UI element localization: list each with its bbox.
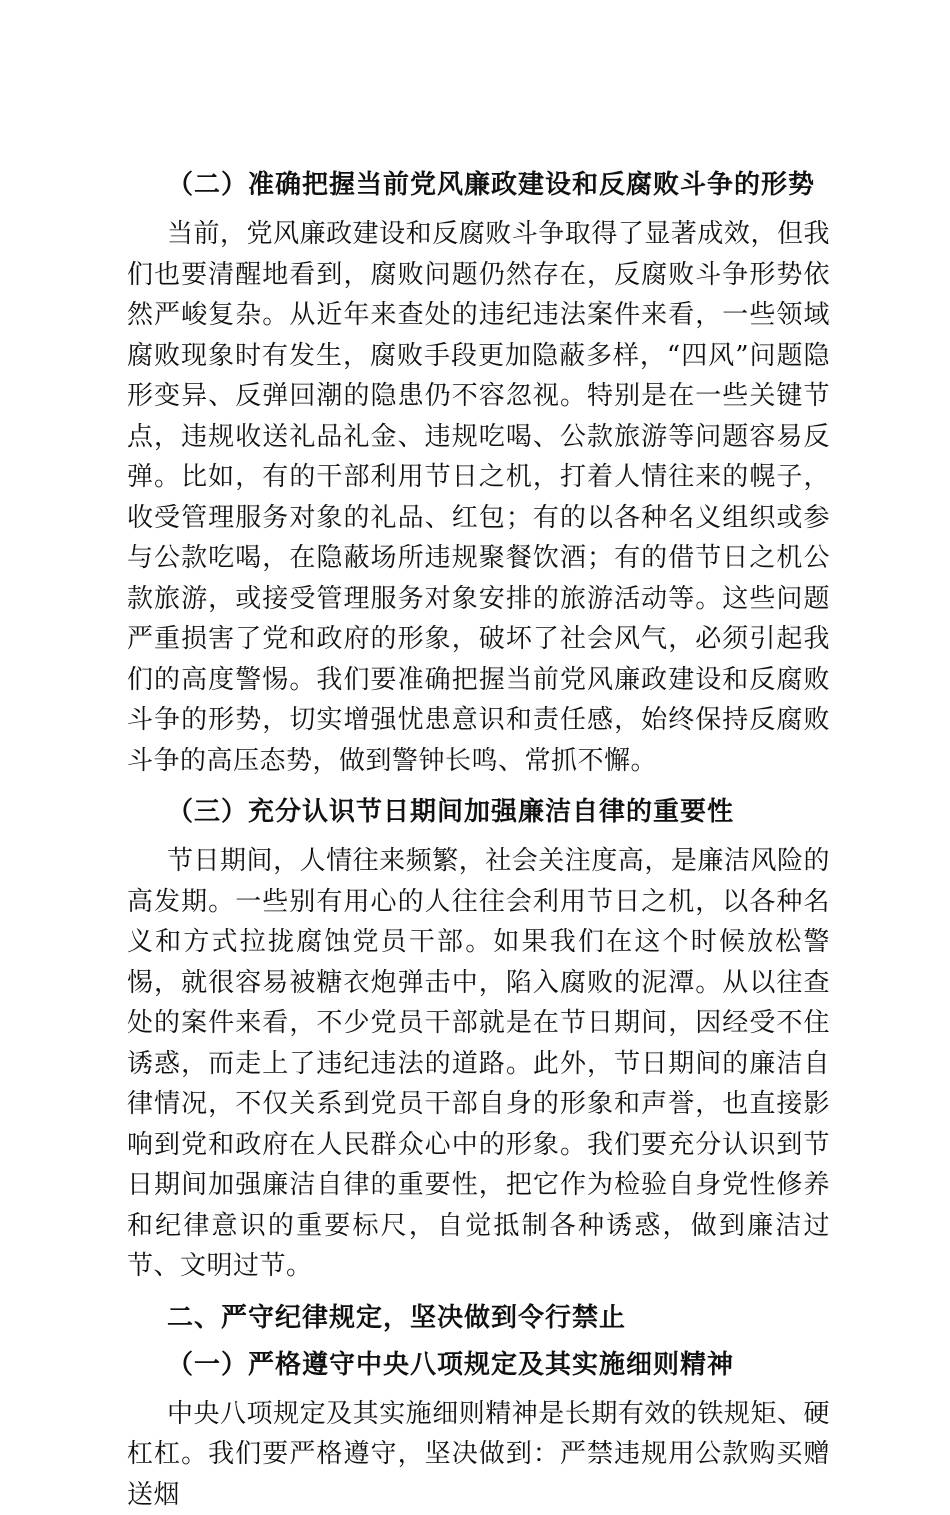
document-body [127,163,830,1515]
chapter-heading-2: 二、严守纪律规定，坚决做到令行禁止 [127,1296,830,1340]
section-paragraph-2-1: 中央八项规定及其实施细则精神是长期有效的铁规矩、硬杠杠。我们要严格遵守，坚决做到：严禁违规用公款购买赠送烟 [127,1394,830,1515]
section-heading-2-1: （一）严格遵守中央八项规定及其实施细则精神 [127,1343,830,1387]
section-paragraph-2-2: 当前，党风廉政建设和反腐败斗争取得了显著成效，但我们也要清醒地看到，腐败问题仍然存在，反腐败斗争形势依然严峻复杂。从近年来查处的违纪违法案件来看，一些领域腐败现象时有发生，腐败手段更加隐蔽多样，“四风”问题隐形变异、反弹回潮的隐患仍不容忽视。特别是在一些关键节点，违规收送礼品礼金、违规吃喝、公款旅游等问题容易反弹。比如，有的干部利用节日之机，打着人情往来的幌子，收受管理服务对象的礼品、红包；有的以各种名义组织或参与公款吃喝，在隐蔽场所违规聚餐饮酒；有的借节日之机公款旅游，或接受管理服务对象安排的旅游活动等。这些问题严重损害了党和政府的形象，破坏了社会风气，必须引起我们的高度警惕。我们要准确把握当前党风廉政建设和反腐败斗争的形势，切实增强忧患意识和责任感，始终保持反腐败斗争的高压态势，做到警钟长鸣、常抓不懈。 [127,214,830,781]
section-heading-2-2: （二）准确把握当前党风廉政建设和反腐败斗争的形势 [127,163,830,207]
section-paragraph-2-3: 节日期间，人情往来频繁，社会关注度高，是廉洁风险的高发期。一些别有用心的人往往会利用节日之机，以各种名义和方式拉拢腐蚀党员干部。如果我们在这个时候放松警惕，就很容易被糖衣炮弹击中，陷入腐败的泥潭。从以往查处的案件来看，不少党员干部就是在节日期间，因经受不住诱惑，而走上了违纪违法的道路。此外，节日期间的廉洁自律情况，不仅关系到党员干部自身的形象和声誉，也直接影响到党和政府在人民群众心中的形象。我们要充分认识到节日期间加强廉洁自律的重要性，把它作为检验自身党性修养和纪律意识的重要标尺，自觉抵制各种诱惑，做到廉洁过节、文明过节。 [127,841,830,1287]
section-heading-2-3: （三）充分认识节日期间加强廉洁自律的重要性 [127,790,830,834]
